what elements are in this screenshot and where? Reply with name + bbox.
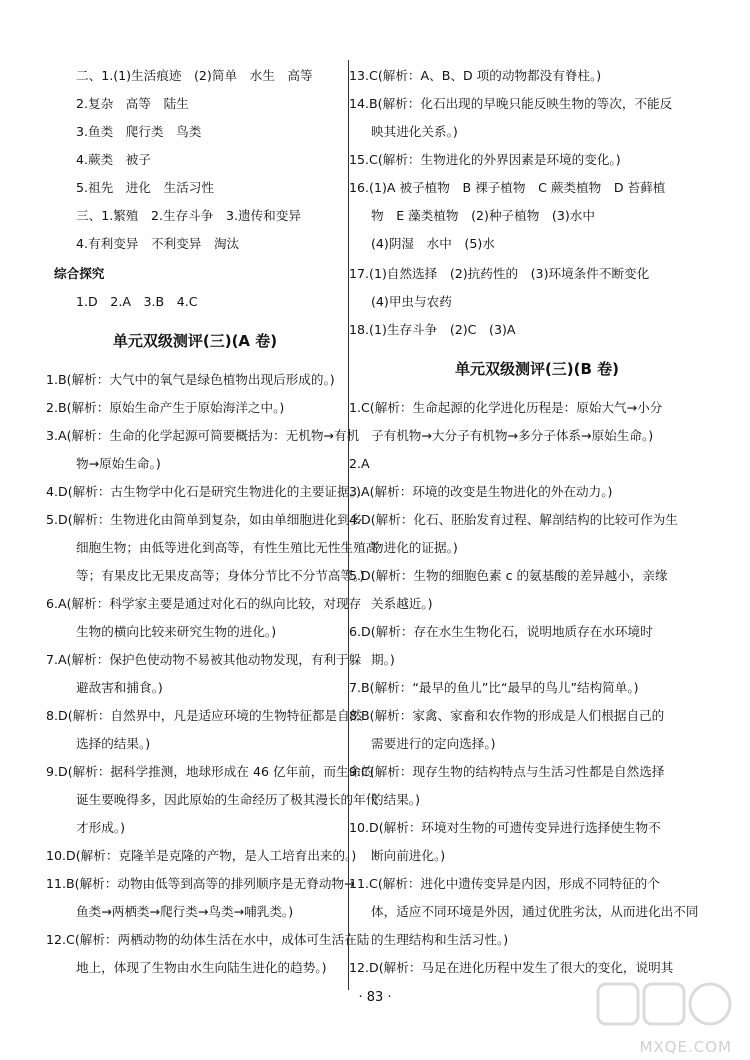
- left-answer-line: 5.祖先 进化 生活习性: [76, 180, 214, 195]
- right-answer-line: 关系越近。): [371, 596, 433, 611]
- right-answer-line: 1.C(解析：生命起源的化学进化历程是：原始大气→小分: [349, 400, 663, 415]
- right-column: [348, 60, 725, 990]
- right-answer-line: 16.(1)A 被子植物 B 裸子植物 C 蕨类植物 D 苔藓植: [349, 180, 666, 195]
- left-answer-line: 生物的横向比较来研究生物的进化。): [76, 624, 277, 639]
- left-answer-line: 选择的结果。): [76, 736, 151, 751]
- left-answer-line: 三、1.繁殖 2.生存斗争 3.遗传和变异: [76, 208, 301, 223]
- right-answer-line: 4.D(解析：化石、胚胎发育过程、解剖结构的比较可作为生: [349, 512, 678, 527]
- left-answer-line: 4.D(解析：古生物学中化石是研究生物进化的主要证据。): [46, 484, 361, 499]
- right-answer-line: 子有机物→大分子有机物→多分子体系→原始生命。): [371, 428, 654, 443]
- page-number: · 83 ·: [358, 990, 392, 1005]
- left-answer-line: 等；有果皮比无果皮高等；身体分节比不分节高等。): [76, 568, 365, 583]
- left-answer-line: 综合探究: [54, 266, 105, 281]
- left-answer-line: 诞生要晚得多，因此原始的生命经历了极其漫长的年代: [76, 792, 379, 807]
- left-answer-line: 4.有利变异 不利变异 淘汰: [76, 236, 240, 251]
- right-answer-line: (4)阴湿 水中 (5)水: [371, 236, 495, 251]
- right-answer-line: 10.D(解析：环境对生物的可遗传变异进行选择使生物不: [349, 820, 661, 835]
- right-answer-line: 期。): [371, 652, 395, 667]
- left-answer-line: 4.蕨类 被子: [76, 152, 151, 167]
- left-answer-line: 6.A(解析：科学家主要是通过对化石的纵向比较，对现存: [46, 596, 362, 611]
- right-answer-line: 17.(1)自然选择 (2)抗药性的 (3)环境条件不断变化: [349, 266, 650, 281]
- left-answer-line: 才形成。): [76, 820, 125, 835]
- left-answer-line: 1.D 2.A 3.B 4.C: [76, 294, 198, 309]
- right-answer-line: 8.B(解析：家禽、家畜和农作物的形成是人们根据自己的: [349, 708, 665, 723]
- watermark-logo: [592, 976, 732, 1056]
- right-answer-line: 15.C(解析：生物进化的外界因素是环境的变化。): [349, 152, 621, 167]
- right-answer-line: 的结果。): [371, 792, 420, 807]
- left-answer-line: 8.D(解析：自然界中，凡是适应环境的生物特征都是自然: [46, 708, 363, 723]
- right-answer-line: 12.D(解析：马足在进化历程中发生了很大的变化，说明其: [349, 960, 674, 975]
- right-answer-line: 体，适应不同环境是外因，通过优胜劣汰，从而进化出不同: [371, 904, 699, 919]
- left-answer-line: 12.C(解析：两栖动物的幼体生活在水中，成体可生活在陆: [46, 932, 370, 947]
- left-answer-line: 1.B(解析：大气中的氧气是绿色植物出现后形成的。): [46, 372, 335, 387]
- section-title-b: 单元双级测评(三)(B 卷): [454, 360, 620, 378]
- right-answer-line: 9.C(解析：现存生物的结构特点与生活习性都是自然选择: [349, 764, 665, 779]
- right-answer-line: 物进化的证据。): [371, 540, 458, 555]
- left-answer-line: 2.B(解析：原始生命产生于原始海洋之中。): [46, 400, 285, 415]
- right-answer-line: 物 E 藻类植物 (2)种子植物 (3)水中: [371, 208, 595, 223]
- right-answer-line: 7.B(解析：“最早的鱼儿”比“最早的鸟儿”结构简单。): [349, 680, 639, 695]
- left-answer-line: 物→原始生命。): [76, 456, 161, 471]
- left-answer-line: 3.A(解析：生命的化学起源可简要概括为：无机物→有机: [46, 428, 360, 443]
- left-answer-line: 7.A(解析：保护色使动物不易被其他动物发现，有利于躲: [46, 652, 362, 667]
- watermark-text: MXQE.COM: [639, 1038, 732, 1056]
- left-answer-line: 地上，体现了生物由水生向陆生进化的趋势。): [76, 960, 327, 975]
- left-answer-line: 2.复杂 高等 陆生: [76, 96, 189, 111]
- right-answer-line: 13.C(解析：A、B、D 项的动物都没有脊柱。): [349, 68, 602, 83]
- right-answer-line: 11.C(解析：进化中遗传变异是内因，形成不同特征的个: [349, 876, 660, 891]
- right-answer-line: 2.A: [349, 456, 370, 471]
- right-answer-line: 3.A(解析：环境的改变是生物进化的外在动力。): [349, 484, 613, 499]
- left-answer-line: 二、1.(1)生活痕迹 (2)简单 水生 高等: [76, 68, 313, 83]
- right-answer-line: (4)甲虫与农药: [371, 294, 452, 309]
- left-answer-line: 鱼类→两栖类→爬行类→鸟类→哺乳类。): [76, 904, 294, 919]
- left-answer-line: 11.B(解析：动物由低等到高等的排列顺序是无脊动物→: [46, 876, 355, 891]
- left-answer-line: 避敌害和捕食。): [76, 680, 163, 695]
- section-title-a: 单元双级测评(三)(A 卷): [112, 332, 278, 350]
- right-answer-line: 的生理结构和生活习性。): [371, 932, 509, 947]
- left-answer-line: 5.D(解析：生物进化由简单到复杂，如由单细胞进化到多: [46, 512, 363, 527]
- left-answer-line: 3.鱼类 爬行类 鸟类: [76, 124, 202, 139]
- right-answer-line: 18.(1)生存斗争 (2)C (3)A: [349, 322, 516, 337]
- left-answer-line: 9.D(解析：据科学推测，地球形成在 46 亿年前，而生命的: [46, 764, 374, 779]
- left-answer-line: 细胞生物；由低等进化到高等，有性生殖比无性生殖高: [76, 540, 379, 555]
- right-answer-line: 5.D(解析：生物的细胞色素 c 的氨基酸的差异越小，亲缘: [349, 568, 668, 583]
- right-answer-line: 6.D(解析：存在水生生物化石，说明地质存在水环境时: [349, 624, 653, 639]
- right-answer-line: 需要进行的定向选择。): [371, 736, 496, 751]
- left-answer-line: 10.D(解析：克隆羊是克隆的产物，是人工培育出来的。): [46, 848, 357, 863]
- right-answer-line: 14.B(解析：化石出现的早晚只能反映生物的等次，不能反: [349, 96, 673, 111]
- right-answer-line: 断向前进化。): [371, 848, 446, 863]
- watermark-icon: [592, 976, 732, 1036]
- right-answer-line: 映其进化关系。): [371, 124, 458, 139]
